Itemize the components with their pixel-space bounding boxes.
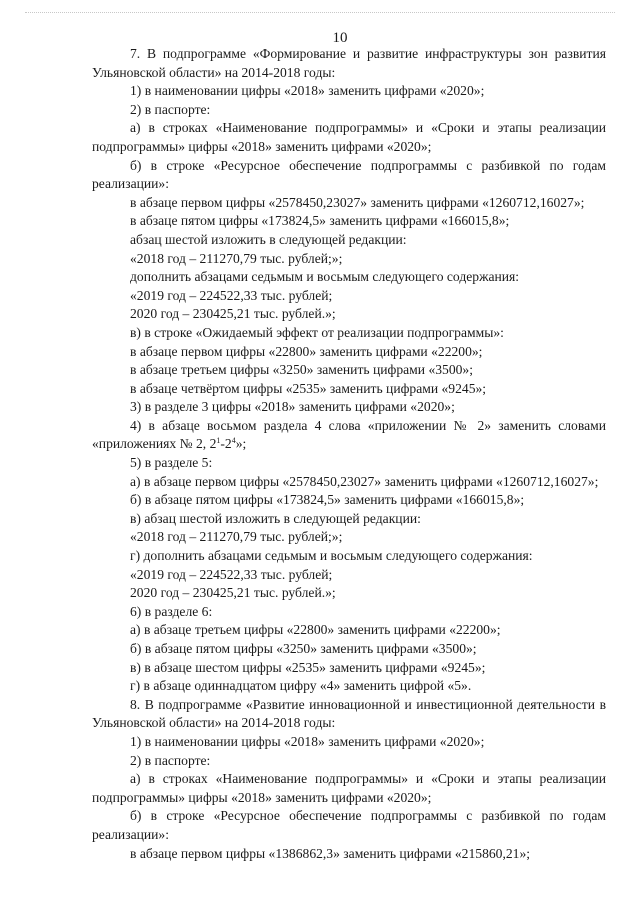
- paragraph-s8-item-1: 1) в наименовании цифры «2018» заменить цифрами «2020»;: [130, 733, 485, 749]
- paragraph-item-6v: в) в абзаце шестом цифры «2535» заменить цифрами «9245»;: [130, 659, 486, 675]
- superscript-1: 1: [216, 436, 221, 446]
- paragraph-section-7-heading: 7. В подпрограмме «Формирование и развитие инфраструктуры зон развития Ульяновской области» на 2014-2018 годы:: [92, 46, 606, 80]
- paragraph-add-abzacs: дополнить абзацами седьмым и восьмым следующего содержания:: [130, 269, 520, 285]
- paragraph-effect-1: в абзаце первом цифры «22800» заменить цифрами «22200»;: [130, 343, 483, 359]
- paragraph-item-3: 3) в разделе 3 цифры «2018» заменить цифрами «2020»;: [130, 399, 455, 415]
- paragraph-item-5v: в) абзац шестой изложить в следующей редакции:: [130, 510, 421, 526]
- paragraph-s8-abzac-1: в абзаце первом цифры «1386862,3» заменить цифрами «215860,21»;: [130, 845, 531, 861]
- paragraph-effect-4: в абзаце четвёртом цифры «2535» заменить цифрами «9245»;: [130, 380, 487, 396]
- paragraph-item-6b: б) в абзаце пятом цифры «3250» заменить цифрами «3500»;: [130, 641, 477, 656]
- paragraph-item-6a: а) в абзаце третьем цифры «22800» заменить цифрами «22200»;: [130, 622, 501, 638]
- paragraph-item-2: 2) в паспорте:: [130, 101, 211, 117]
- scan-artifact-line: [25, 12, 615, 14]
- paragraph-abzac-5: в абзаце пятом цифры «173824,5» заменить цифрами «166015,8»;: [130, 213, 510, 229]
- paragraph-item-2b: б) в строке «Ресурсное обеспечение подпрограммы с разбивкой по годам реализации»:: [92, 157, 606, 192]
- paragraph-item-5: 5) в разделе 5:: [130, 455, 213, 471]
- paragraph-effect-3: в абзаце третьем цифры «3250» заменить цифрами «3500»;: [130, 362, 474, 378]
- superscript-4: 4: [231, 436, 236, 446]
- item-4-end: »;: [235, 436, 247, 452]
- paragraph-item-6g: г) в абзаце одиннадцатом цифру «4» заменить цифрой «5».: [130, 678, 472, 694]
- paragraph-quote-2020: 2020 год – 230425,21 тыс. рублей.»;: [130, 306, 336, 322]
- paragraph-s8-item-2b: б) в строке «Ресурсное обеспечение подпрограммы с разбивкой по годам реализации»:: [92, 808, 606, 842]
- paragraph-s8-item-2a: а) в строках «Наименование подпрограммы» и «Сроки и этапы реализации подпрограммы» цифры «2018» заменить цифрами «2020»;: [92, 771, 606, 805]
- paragraph-quote-2020-b: 2020 год – 230425,21 тыс. рублей.»;: [130, 585, 336, 601]
- item-4-text: 4) в абзаце восьмом раздела 4 слова «приложении № 2» заменить словами «приложениях № 2, 2: [92, 417, 606, 452]
- paragraph-abzac-1: в абзаце первом цифры «2578450,23027» заменить цифрами «1260712,16027»;: [130, 194, 585, 210]
- document-body: [92, 45, 606, 863]
- paragraph-item-6: 6) в разделе 6:: [130, 603, 213, 619]
- paragraph-quote-2018: «2018 год – 211270,79 тыс. рублей;»;: [130, 250, 343, 266]
- page-number: 10: [332, 30, 348, 46]
- paragraph-item-1: 1) в наименовании цифры «2018» заменить цифрами «2020»;: [130, 83, 485, 99]
- paragraph-abzac-6: абзац шестой изложить в следующей редакции:: [130, 231, 407, 247]
- item-4-range: -2: [220, 436, 232, 452]
- paragraph-quote-2018-b: «2018 год – 211270,79 тыс. рублей;»;: [130, 529, 343, 545]
- paragraph-item-5a: а) в абзаце первом цифры «2578450,23027» заменить цифрами «1260712,16027»;: [130, 473, 599, 489]
- paragraph-quote-2019-b: «2019 год – 224522,33 тыс. рублей;: [130, 566, 333, 582]
- paragraph-section-8-heading: 8. В подпрограмме «Развитие инновационной и инвестиционной деятельности в Ульяновской области» на 2014-2018 годы:: [92, 696, 606, 731]
- paragraph-item-5b: б) в абзаце пятом цифры «173824,5» заменить цифрами «166015,8»;: [130, 492, 525, 508]
- paragraph-item-2v: в) в строке «Ожидаемый эффект от реализации подпрограммы»:: [130, 324, 504, 340]
- paragraph-item-2a: а) в строках «Наименование подпрограммы» и «Сроки и этапы реализации подпрограммы» цифры «2018» заменить цифрами «2020»;: [92, 120, 606, 154]
- paragraph-item-4: [92, 417, 606, 454]
- paragraph-quote-2019: «2019 год – 224522,33 тыс. рублей;: [130, 287, 333, 303]
- paragraph-item-5g: г) дополнить абзацами седьмым и восьмым следующего содержания:: [130, 548, 533, 564]
- paragraph-s8-item-2: 2) в паспорте:: [130, 752, 211, 768]
